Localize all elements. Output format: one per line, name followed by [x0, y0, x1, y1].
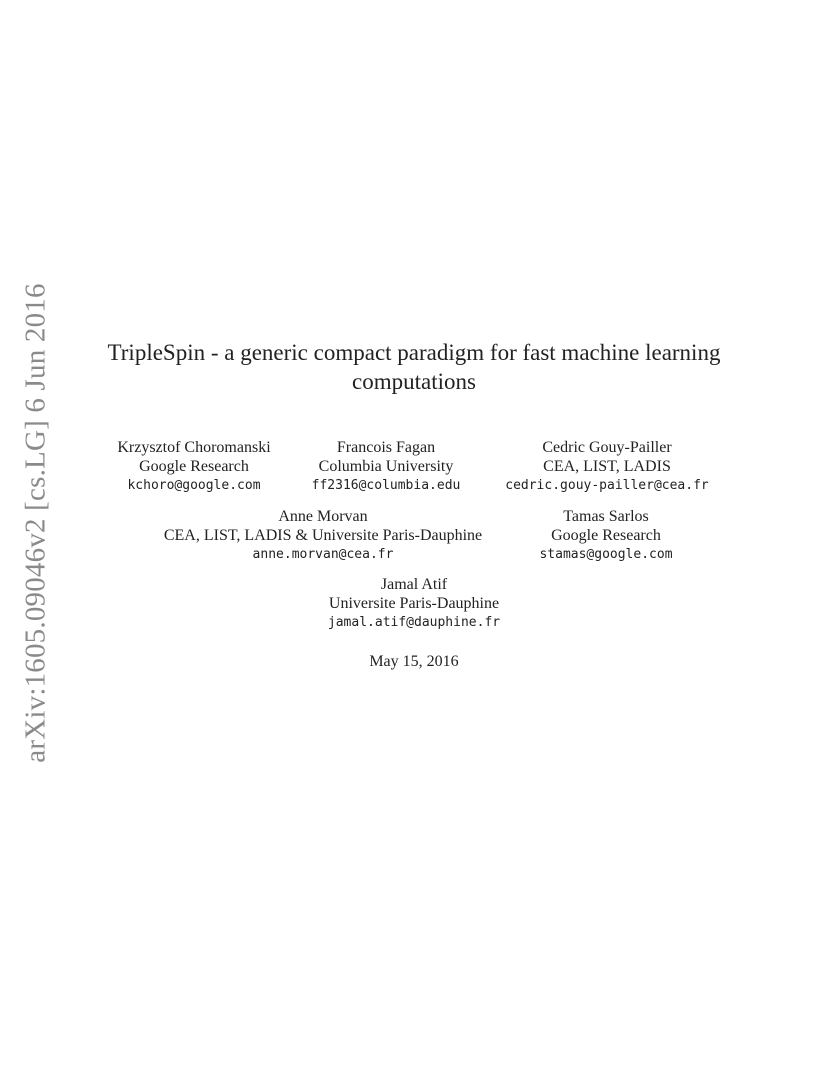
paper-date: May 15, 2016: [369, 653, 459, 670]
author-email: jamal.atif@dauphine.fr: [327, 615, 501, 630]
author-block: [539, 507, 672, 564]
author-block: [328, 575, 500, 632]
author-name: Francois Fagan: [336, 439, 436, 456]
author-name: Cedric Gouy-Pailler: [542, 439, 672, 456]
author-email: kchoro@google.com: [127, 478, 261, 493]
author-affiliation: CEA, LIST, LADIS & Universite Paris-Dauphine: [163, 527, 483, 544]
author-email: anne.morvan@cea.fr: [252, 547, 394, 562]
author-block: [117, 438, 270, 495]
author-affiliation: Columbia University: [318, 458, 454, 475]
author-block: [505, 438, 709, 495]
author-affiliation: Universite Paris-Dauphine: [328, 595, 500, 612]
title-line-1: TripleSpin - a generic compact paradigm for fast machine learning: [107, 340, 721, 365]
author-name: Jamal Atif: [380, 576, 448, 593]
author-affiliation: Google Research: [551, 527, 661, 544]
title-line-2: computations: [352, 369, 476, 394]
author-email: ff2316@columbia.edu: [311, 478, 461, 493]
author-name: Anne Morvan: [278, 508, 368, 525]
paper-title: [0, 338, 828, 396]
author-email: cedric.gouy-pailler@cea.fr: [505, 478, 709, 493]
author-affiliation: Google Research: [139, 458, 249, 475]
author-block: [312, 438, 461, 495]
author-name: Tamas Sarlos: [563, 508, 649, 525]
author-block: [164, 507, 482, 564]
author-affiliation: CEA, LIST, LADIS: [543, 458, 671, 475]
arxiv-identifier: arXiv:1605.09046v2 [cs.LG] 6 Jun 2016: [19, 283, 52, 763]
author-email: stamas@google.com: [539, 547, 673, 562]
author-name: Krzysztof Choromanski: [117, 439, 271, 456]
